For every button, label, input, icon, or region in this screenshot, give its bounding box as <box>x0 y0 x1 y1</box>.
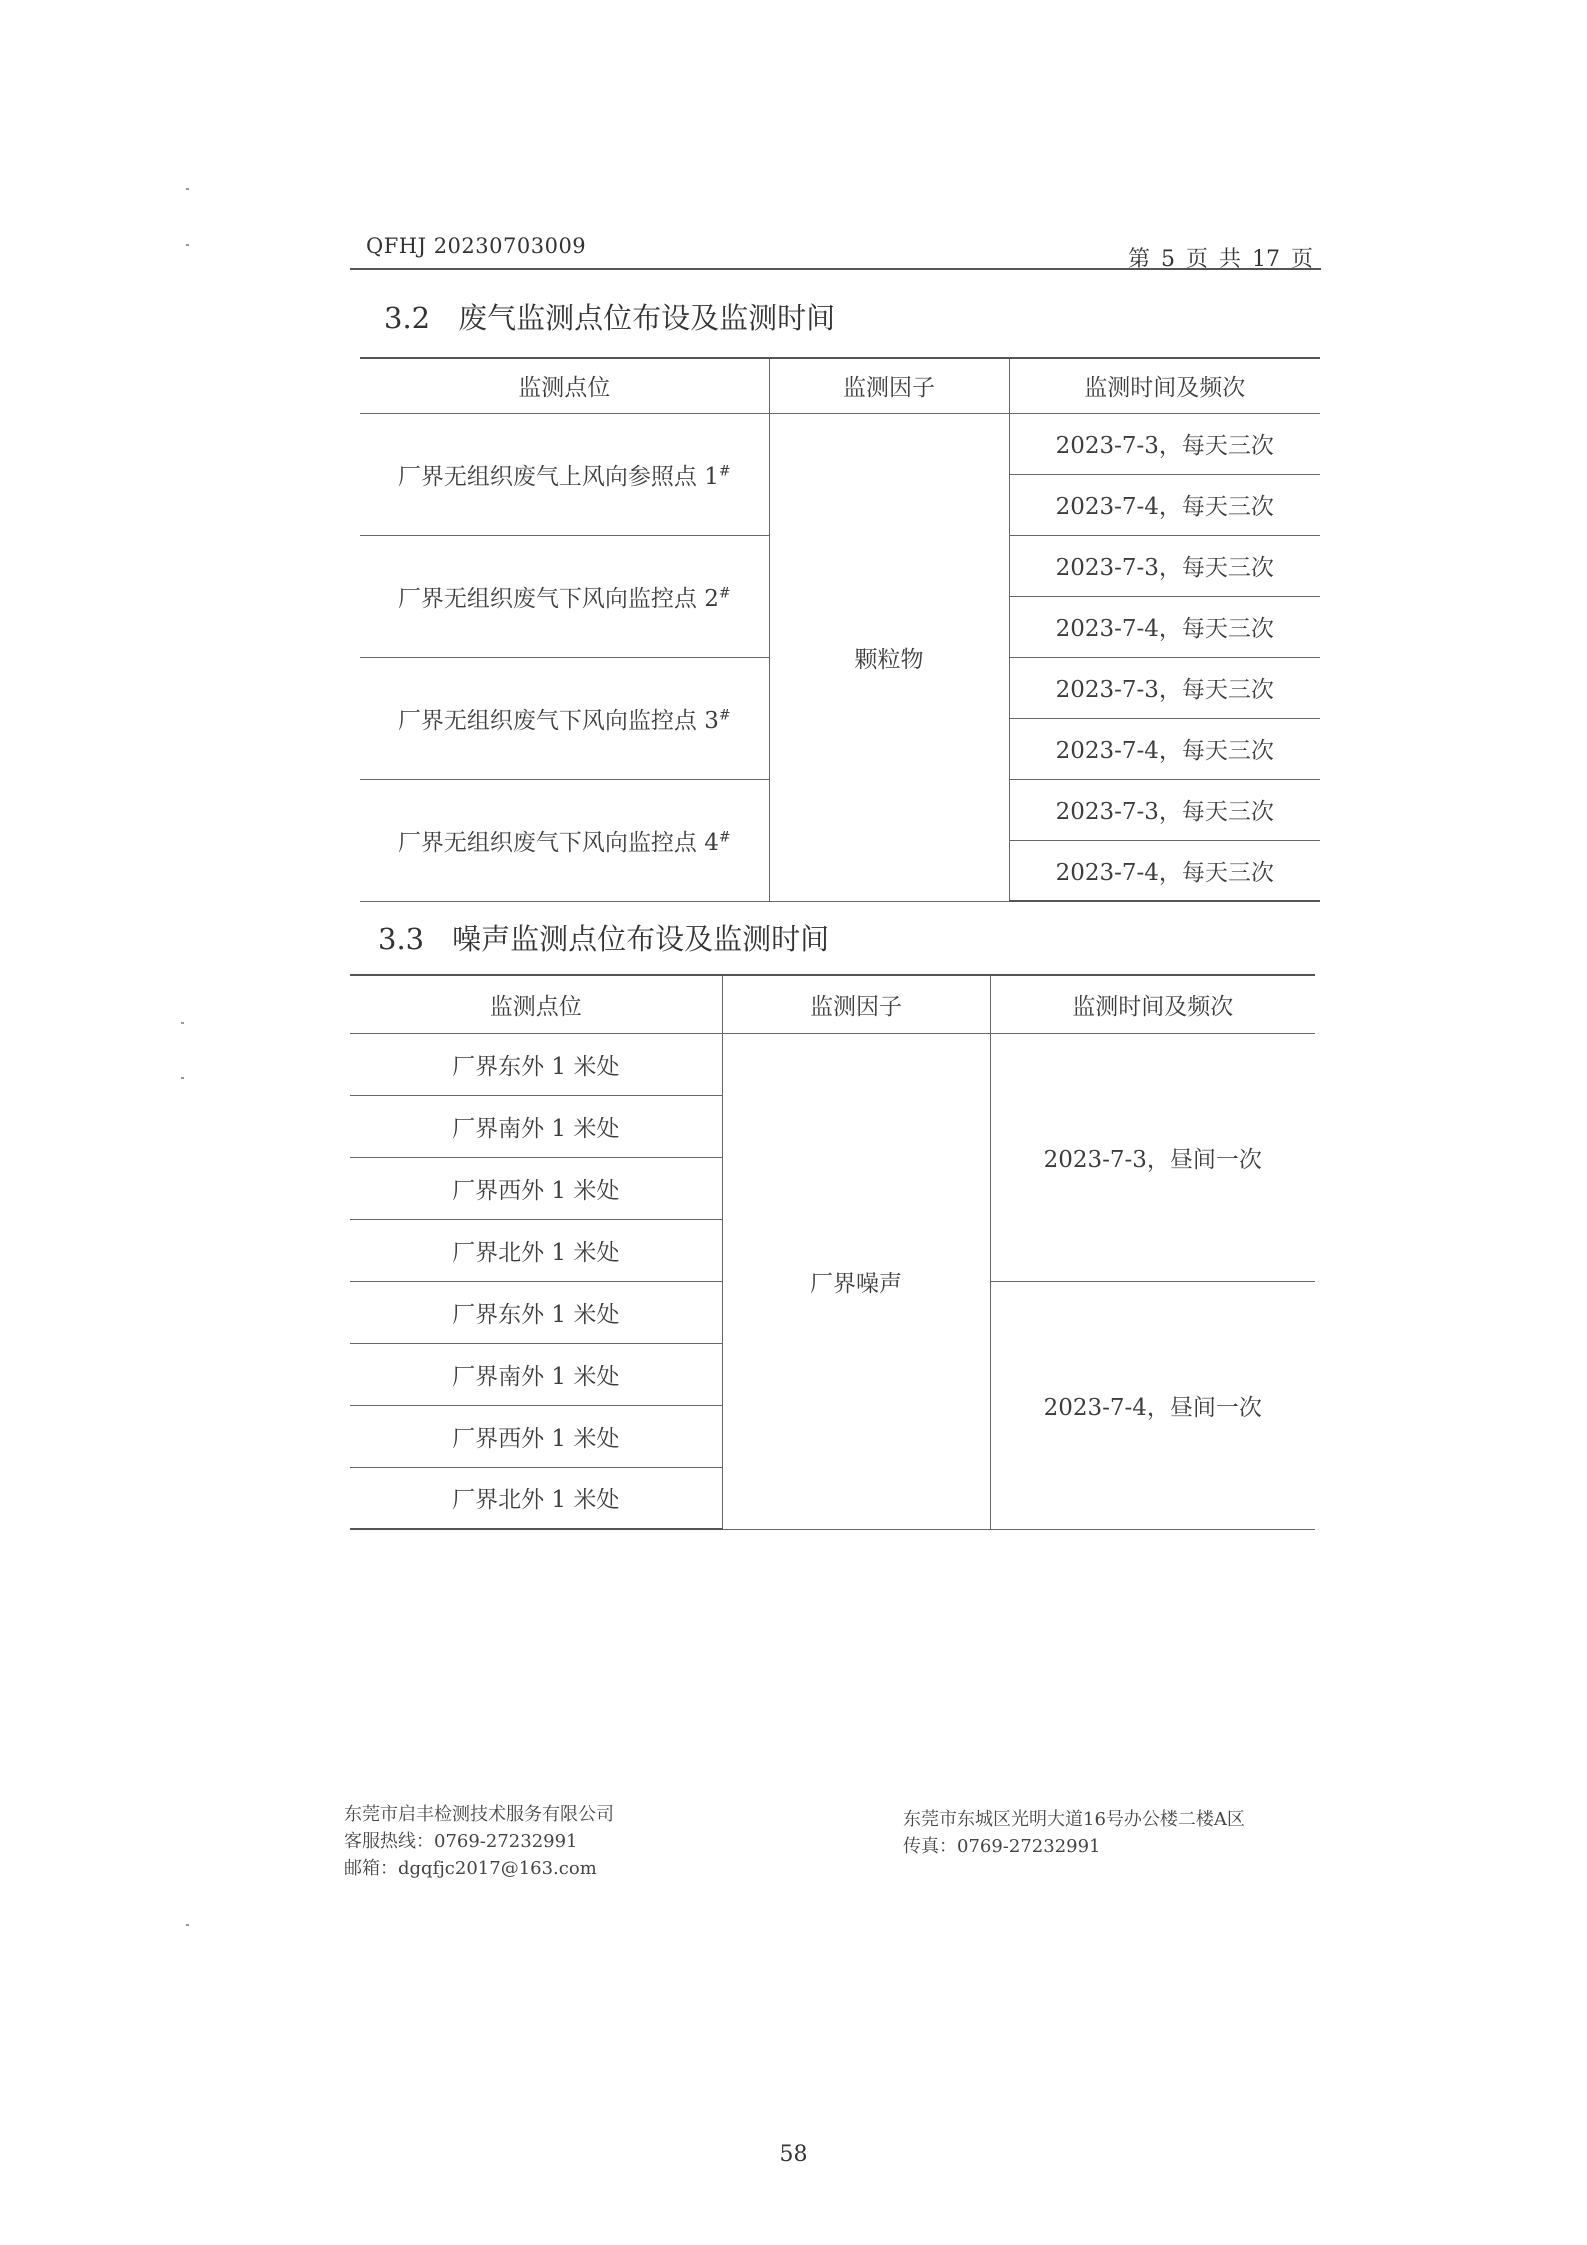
scan-speck <box>186 1924 189 1926</box>
section-3-3-title-text: 噪声监测点位布设及监测时间 <box>452 922 830 956</box>
table-row-location: 厂界无组织废气上风向参照点 1# <box>360 413 769 535</box>
scan-speck <box>181 1022 184 1024</box>
footer-hotline: 客服热线：0769-27232991 <box>344 1831 578 1852</box>
table-cell-time: 2023-7-4，每天三次 <box>1009 840 1320 901</box>
footer-company: 东莞市启丰检测技术服务有限公司 <box>344 1804 614 1825</box>
table-row-location: 厂界北外 1 米处 <box>350 1219 722 1281</box>
table-row-location: 厂界南外 1 米处 <box>350 1095 722 1157</box>
table-cell-time: 2023-7-3，每天三次 <box>1009 413 1320 474</box>
table-row-location: 厂界无组织废气下风向监控点 4# <box>360 779 769 901</box>
section-3-3-title <box>378 917 829 958</box>
section-3-2-title <box>384 296 835 337</box>
section-3-3-number: 3.3 <box>378 922 425 956</box>
table-cell-time: 2023-7-3，昼间一次 <box>990 1033 1315 1281</box>
col-header-time: 监测时间及频次 <box>990 975 1315 1033</box>
exhaust-monitoring-table <box>360 357 1320 902</box>
col-header-factor: 监测因子 <box>722 975 990 1033</box>
table-row-location: 厂界西外 1 米处 <box>350 1157 722 1219</box>
footer-fax: 传真：0769-27232991 <box>903 1836 1101 1857</box>
col-header-time: 监测时间及频次 <box>1009 358 1320 413</box>
footer-address: 东莞市东城区光明大道16号办公楼二楼A区 <box>903 1809 1245 1830</box>
table-row-location: 厂界北外 1 米处 <box>350 1467 722 1529</box>
page-number: 58 <box>779 2142 808 2167</box>
table-row-location: 厂界南外 1 米处 <box>350 1343 722 1405</box>
factor-cell: 厂界噪声 <box>722 1033 990 1529</box>
report-number: QFHJ 20230703009 <box>366 234 587 258</box>
table-row-location: 厂界东外 1 米处 <box>350 1281 722 1343</box>
table-row-location: 厂界东外 1 米处 <box>350 1033 722 1095</box>
table-cell-time: 2023-7-4，每天三次 <box>1009 718 1320 779</box>
table-cell-time: 2023-7-3，每天三次 <box>1009 779 1320 840</box>
col-header-location: 监测点位 <box>360 358 769 413</box>
footer-email: 邮箱：dgqfjc2017@163.com <box>344 1858 597 1879</box>
col-header-location: 监测点位 <box>350 975 722 1033</box>
table-row-location: 厂界无组织废气下风向监控点 2# <box>360 535 769 657</box>
scan-speck <box>186 188 189 190</box>
footer-right <box>903 1806 1245 1860</box>
table-cell-time: 2023-7-4，每天三次 <box>1009 474 1320 535</box>
scan-speck <box>181 1077 184 1079</box>
col-header-factor: 监测因子 <box>769 358 1009 413</box>
table-cell-time: 2023-7-4，昼间一次 <box>990 1281 1315 1529</box>
table-row-location: 厂界无组织废气下风向监控点 3# <box>360 657 769 779</box>
table-row-location: 厂界西外 1 米处 <box>350 1405 722 1467</box>
header-divider <box>350 268 1321 270</box>
factor-cell: 颗粒物 <box>769 413 1009 901</box>
footer-left <box>344 1801 614 1882</box>
table-cell-time: 2023-7-3，每天三次 <box>1009 657 1320 718</box>
page-info: 第 5 页 共 17 页 <box>1128 247 1313 272</box>
section-3-2-title-text: 废气监测点位布设及监测时间 <box>458 301 836 335</box>
table-cell-time: 2023-7-4，每天三次 <box>1009 596 1320 657</box>
table-cell-time: 2023-7-3，每天三次 <box>1009 535 1320 596</box>
scan-speck <box>186 244 189 246</box>
noise-monitoring-table <box>350 974 1315 1530</box>
section-3-2-number: 3.2 <box>384 301 431 335</box>
